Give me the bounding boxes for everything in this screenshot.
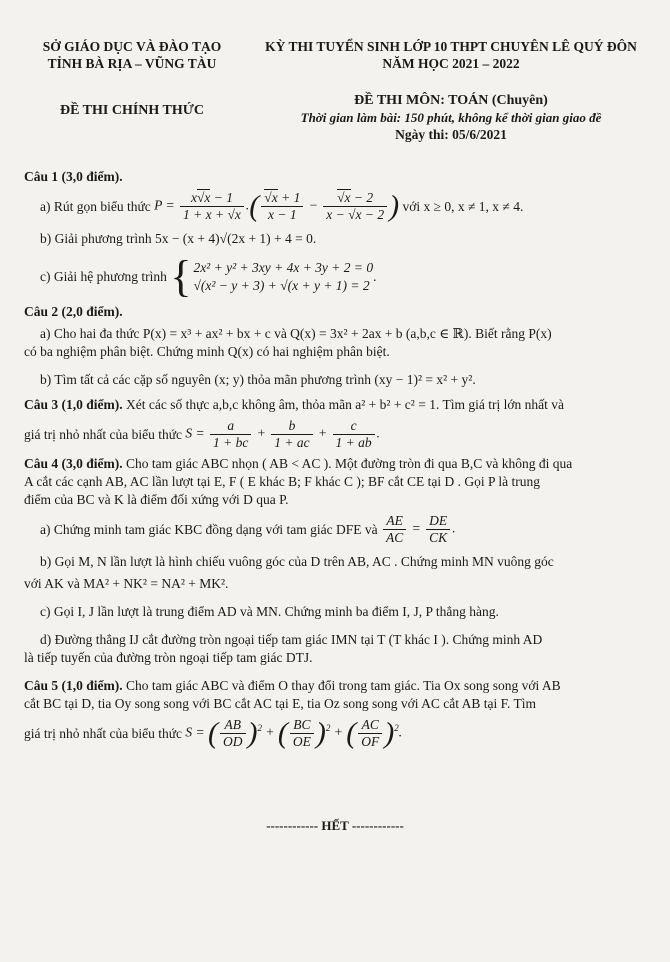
q5-title: Câu 5 (1,0 điểm). <box>24 678 123 693</box>
exam-date: Ngày thi: 05/6/2021 <box>395 127 507 142</box>
q2a-line1: a) Cho hai đa thức P(x) = x³ + ax² + bx + c và Q(x) = 3x² + 2ax + b (a,b,c ∈ ℝ). Biết rằng P(x) <box>40 326 552 341</box>
exam-body <box>24 168 648 750</box>
q4b-line1: b) Gọi M, N lần lượt là hình chiếu vuông góc của D trên AB, AC . Chứng minh MN vuông góc <box>40 554 554 569</box>
q3-text2: giá trị nhỏ nhất của biểu thức <box>24 426 183 442</box>
q4a-text: a) Chứng minh tam giác KBC đồng dạng với tam giác DFE và <box>40 521 378 537</box>
q1c-eq2: √(x² − y + 3) + √(x + y + 1) = 2 <box>193 278 370 293</box>
q1c: c) Giải hệ phương trình { 2x² + y² + 3xy + 4x + 3y + 2 = 0 √(x² − y + 3) + √(x + y + 1) = 2 . <box>40 252 377 301</box>
q5-line2: cắt BC tại D, tia Oy song song với BC cắt AC tại E, tia Oz song song với AC cắt AB tại F. Tìm <box>24 696 537 711</box>
q1c-eq1: 2x² + y² + 3xy + 4x + 3y + 2 = 0 <box>193 260 374 275</box>
q1a-text: a) Rút gọn biểu thức <box>40 198 151 214</box>
end-marker: ------------ HẾT ------------ <box>266 818 404 833</box>
q4a-formula: $\frac{AE}{AC}$ = $\frac{DE}{CK}$ . <box>381 513 456 546</box>
exam-subject: ĐỀ THI MÔN: TOÁN (Chuyên) <box>354 93 548 108</box>
official-label: ĐỀ THI CHÍNH THỨC <box>59 103 205 118</box>
q1b: b) Giải phương trình 5x − (x + 4)√(2x + 1) + 4 = 0. <box>40 231 317 246</box>
department-name: SỞ GIÁO DỤC VÀ ĐÀO TẠO <box>42 39 222 54</box>
exam-duration: Thời gian làm bài: 150 phút, không kể thời gian giao đề <box>300 110 602 125</box>
q4-line1 <box>24 455 648 473</box>
q1-title: Câu 1 (3,0 điểm). <box>24 169 123 184</box>
q5-text3: giá trị nhỏ nhất của biểu thức <box>24 725 183 741</box>
q4c: c) Gọi I, J lần lượt là trung điểm AD và MN. Chứng minh ba điểm I, J, P thẳng hàng. <box>40 604 499 619</box>
q4d-line1: d) Đường thẳng IJ cắt đường tròn ngoại tiếp tam giác IMN tại T (T khác I ). Chứng minh AD <box>40 632 543 647</box>
q1a-condition: với x ≥ 0, x ≠ 1, x ≠ 4. <box>402 198 524 214</box>
q2a-line2: có ba nghiệm phân biệt. Chứng minh Q(x) có hai nghiệm phân biệt. <box>24 344 390 359</box>
q4-text1: Cho tam giác ABC nhọn ( AB < AC ). Một đường tròn đi qua B,C và không đi qua <box>126 456 573 471</box>
q4-line3: điểm của BC và K là điểm đối xứng với D qua P. <box>24 492 289 507</box>
q1a-formula: P = $\frac{x√x - 1}{1 + x + √x}$ .( $\frac{√x + 1}{x - 1}$ − $\frac{√x - 2}{x - √x - 2}$ ) <box>154 189 400 223</box>
q4-line2: A cắt các cạnh AB, AC lần lượt tại E, F ( E khác B; F khác C ); BF cắt CE tại D . Gọi P là trung <box>24 474 540 489</box>
exam-title: KỲ THI TUYỂN SINH LỚP 10 THPT CHUYÊN LÊ QUÝ ĐÔN <box>265 39 637 54</box>
school-year: NĂM HỌC 2021 – 2022 <box>382 56 520 71</box>
q3-line1 <box>24 396 648 414</box>
q2-title: Câu 2 (2,0 điểm). <box>24 304 123 319</box>
q5-line1 <box>24 677 648 695</box>
q3-title: Câu 3 (1,0 điểm). <box>24 397 123 412</box>
q5-line3 <box>24 717 648 750</box>
q1c-system <box>193 259 373 295</box>
q2b: b) Tìm tất cả các cặp số nguyên (x; y) thỏa mãn phương trình (xy − 1)² = x² + y². <box>40 372 476 387</box>
q3-line2 <box>24 418 648 451</box>
q4-title: Câu 4 (3,0 điểm). <box>24 456 123 471</box>
q4b-line2: với AK và MA² + NK² = NA² + MK². <box>24 576 229 591</box>
q5-formula: S = ( $\frac{AB}{OD}$ )$^2$ + ( $\frac{BC}{OE}$ )$^2$ + ( $\frac{AC}{OF}$ )$^2$. <box>185 716 403 750</box>
q3-formula: S = $\frac{a}{1 + bc}$ + $\frac{b}{1 + ac}$ + $\frac{c}{1 + ab}$ . <box>185 418 380 450</box>
q1c-text: c) Giải hệ phương trình <box>40 269 167 284</box>
header-left <box>22 38 242 119</box>
province-name: TỈNH BÀ RỊA – VŨNG TÀU <box>47 56 217 71</box>
q4d-line2: là tiếp tuyến của đường tròn ngoại tiếp tam giác DTJ. <box>24 650 313 665</box>
q1a <box>24 190 648 223</box>
q3-text1: Xét các số thực a,b,c không âm, thỏa mãn a² + b² + c² = 1. Tìm giá trị lớn nhất và <box>126 397 564 412</box>
q4a <box>24 513 648 546</box>
q5-text1: Cho tam giác ABC và điểm O thay đổi trong tam giác. Tia Ox song song với AB <box>126 678 561 693</box>
header-right <box>242 38 660 143</box>
